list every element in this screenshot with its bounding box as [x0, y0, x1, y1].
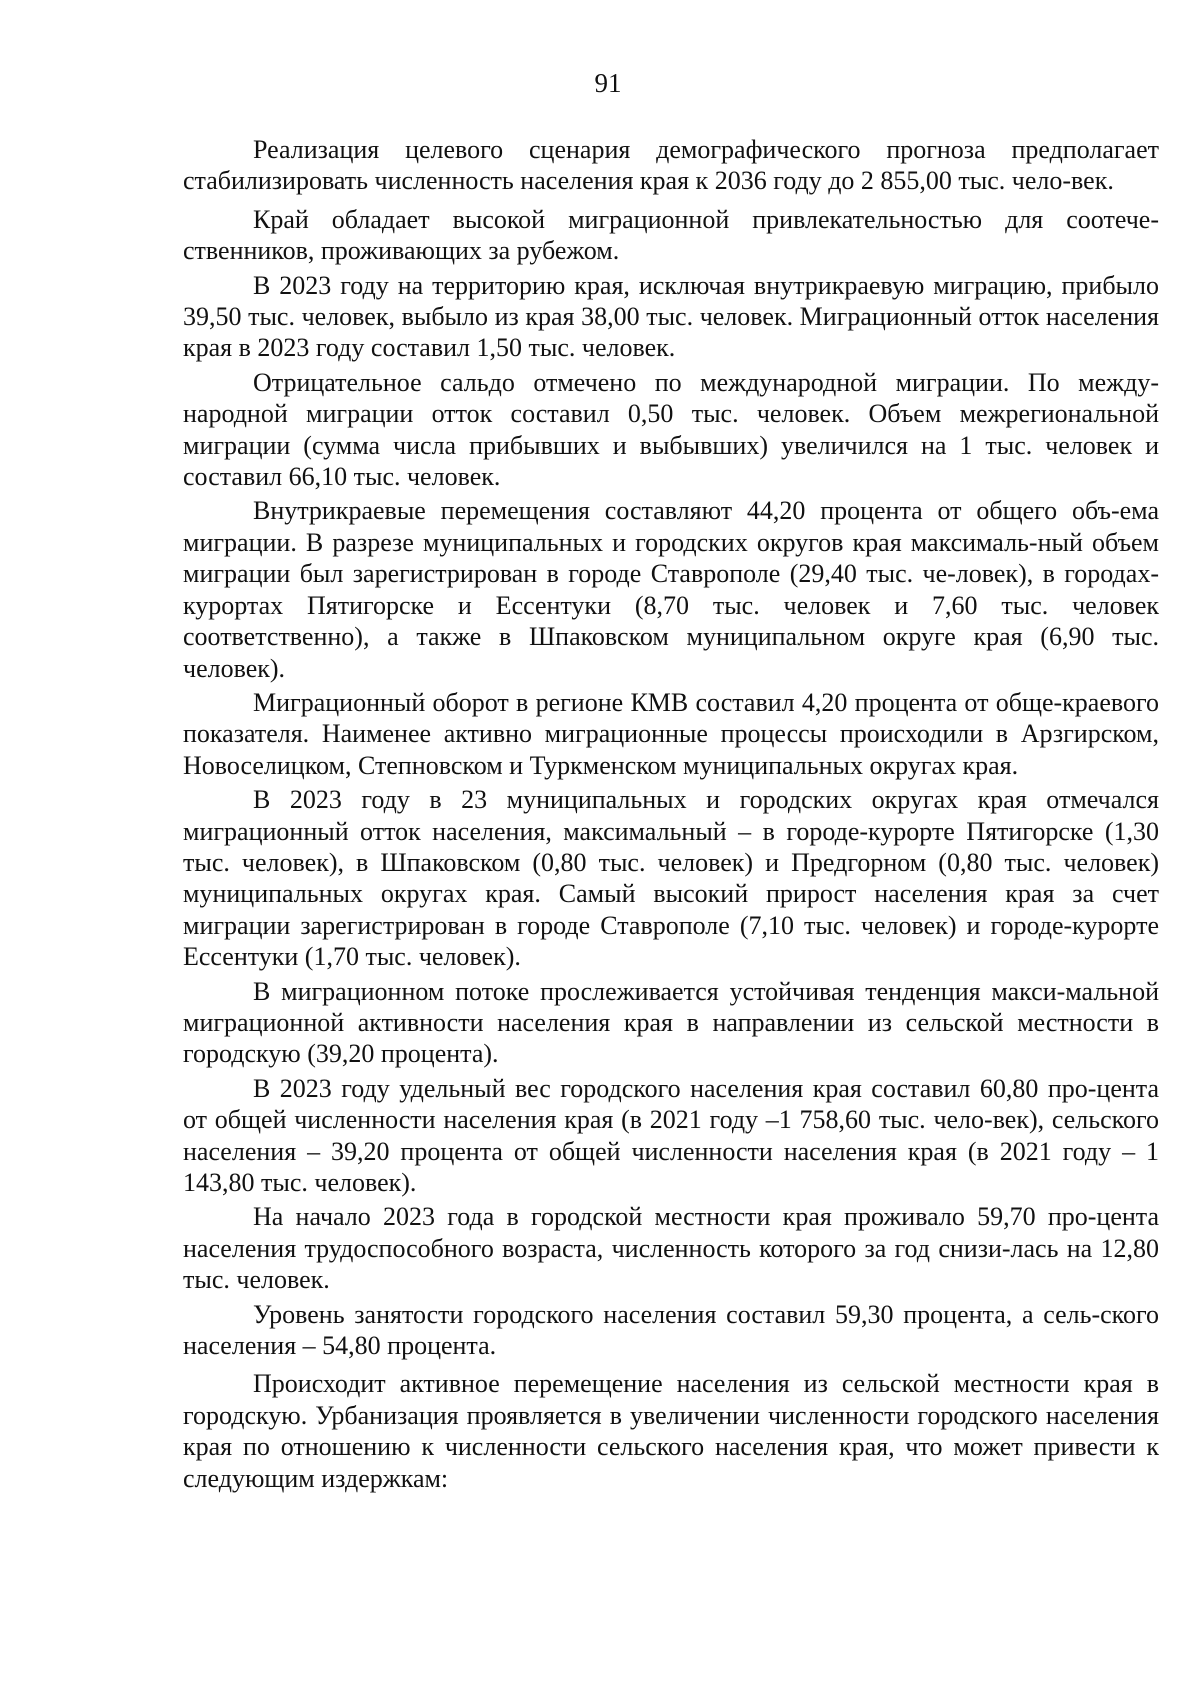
paragraph-urbanization: Происходит активное перемещение населения из сельской местности края в городскую. Урбанизация проявляется в увеличении численности городского населения края по отношению к численности сельского населения края, что может привести к следующим издержкам:: [183, 1369, 1159, 1493]
paragraph-rural-to-urban-trend: В миграционном потоке прослеживается устойчивая тенденция макси-мальной миграционной активности населения края в направлении из сельской местности в городскую (39,20 процента).: [183, 976, 1159, 1069]
paragraph-kmv-turnover: Миграционный оборот в регионе КМВ составил 4,20 процента от обще-краевого показателя. Наименее активно миграционные процессы происходили в Арзгирском, Новоселицком, Степновском и Туркменском муниципальных округах края.: [183, 687, 1159, 780]
paragraph-employment: Уровень занятости городского населения составил 59,30 процента, а сель-ского населения – 54,80 процента.: [183, 1299, 1159, 1361]
paragraph-working-age: На начало 2023 года в городской местности края проживало 59,70 про-цента населения трудоспособного возраста, численность которого за год снизи-лась на 12,80 тыс. человек.: [183, 1202, 1159, 1295]
paragraph-attractiveness: Край обладает высокой миграционной привлекательностью для соотече-ственников, проживающих за рубежом.: [183, 204, 1159, 266]
document-body: [183, 134, 1159, 1497]
paragraph-forecast: Реализация целевого сценария демографического прогноза предполагает стабилизировать численность населения края к 2036 году до 2 855,00 тыс. чело-век.: [183, 135, 1159, 196]
paragraph-migration-2023: В 2023 году на территорию края, исключая внутрикраевую миграцию, прибыло 39,50 тыс. человек, выбыло из края 38,00 тыс. человек. Миграционный отток населения края в 2023 году составил 1,50 тыс. человек.: [183, 270, 1159, 363]
paragraph-intraregional-moves: Внутрикраевые перемещения составляют 44,20 процента от общего объ-ема миграции. В разрезе муниципальных и городских округов края максималь-ный объем миграции был зарегистрирован в городе Ставрополе (29,40 тыс. че-ловек), в городах-курортах Пятигорске и Ессентуки (8,70 тыс. человек и 7,60 тыс. человек соответственно), а также в Шпаковском муниципальном округе края (6,90 тыс. человек).: [183, 496, 1159, 683]
page-number: 91: [594, 68, 622, 98]
paragraph-urban-share: В 2023 году удельный вес городского населения края составил 60,80 про-цента от общей численности населения края (в 2021 году –1 758,60 тыс. чело-век), сельского населения – 39,20 процента от общей численности населения края (в 2021 году – 1 143,80 тыс. человек).: [183, 1073, 1159, 1197]
paragraph-outflow-districts: В 2023 году в 23 муниципальных и городских округах края отмечался миграционный отток населения, максимальный – в городе-курорте Пятигорске (1,30 тыс. человек), в Шпаковском (0,80 тыс. человек) и Предгорном (0,80 тыс. человек) муниципальных округах края. Самый высокий прирост населения края за счет миграции зарегистрирован в городе Ставрополе (7,10 тыс. человек) и городе-курорте Ессентуки (1,70 тыс. человек).: [183, 785, 1159, 972]
paragraph-international-migration: Отрицательное сальдо отмечено по международной миграции. По между-народной миграции отток составил 0,50 тыс. человек. Объем межрегиональной миграции (сумма числа прибывших и выбывших) увеличился на 1 тыс. человек и составил 66,10 тыс. человек.: [183, 367, 1159, 492]
